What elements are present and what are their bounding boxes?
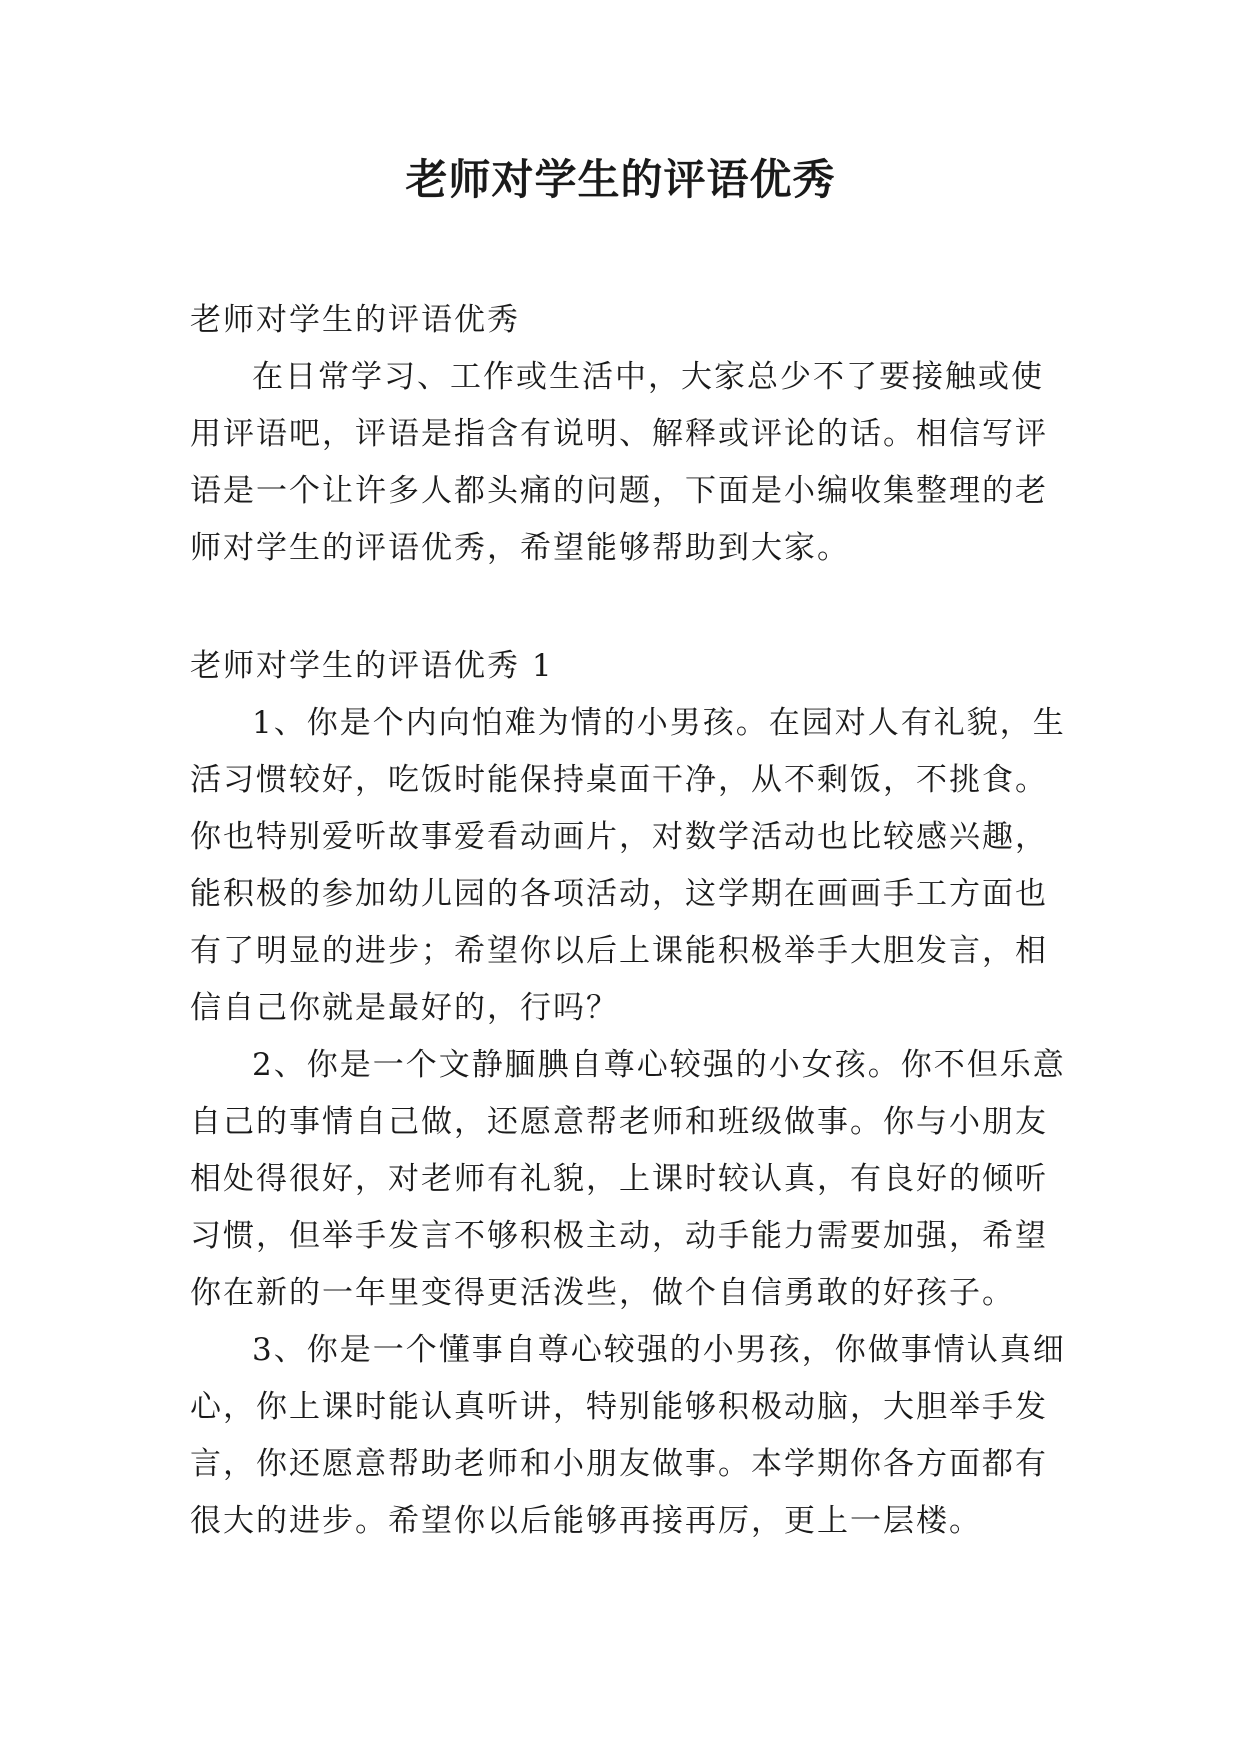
section-1 bbox=[190, 638, 1070, 1550]
comment-paragraph-3: 3、你是一个懂事自尊心较强的小男孩，你做事情认真细心，你上课时能认真听讲，特别能够积极动脑，大胆举手发言，你还愿意帮助老师和小朋友做事。本学期你各方面都有很大的进步。希望你以后能够再接再厉，更上一层楼。 bbox=[190, 1332, 1066, 1539]
comment-paragraph-2: 2、你是一个文静腼腆自尊心较强的小女孩。你不但乐意自己的事情自己做，还愿意帮老师和班级做事。你与小朋友相处得很好，对老师有礼貌，上课时较认真，有良好的倾听习惯，但举手发言不够积极主动，动手能力需要加强，希望你在新的一年里变得更活泼些，做个自信勇敢的好孩子。 bbox=[190, 1047, 1066, 1311]
document-title: 老师对学生的评语优秀 bbox=[405, 155, 836, 204]
comment-paragraph-1: 1、你是个内向怕难为情的小男孩。在园对人有礼貌，生活习惯较好，吃饭时能保持桌面干净，从不剩饭，不挑食。你也特别爱听故事爱看动画片，对数学活动也比较感兴趣，能积极的参加幼儿园的各项活动，这学期在画画手工方面也有了明显的进步；希望你以后上课能积极举手大胆发言，相信自己你就是最好的，行吗？ bbox=[190, 705, 1066, 1026]
intro-block bbox=[190, 292, 1070, 577]
section-1-heading: 老师对学生的评语优秀 1 bbox=[190, 648, 554, 684]
document-subtitle: 老师对学生的评语优秀 bbox=[190, 302, 520, 338]
intro-paragraph: 在日常学习、工作或生活中，大家总少不了要接触或使用评语吧，评语是指含有说明、解释或评论的话。相信写评语是一个让许多人都头痛的问题，下面是小编收集整理的老师对学生的评语优秀，希望能够帮助到大家。 bbox=[190, 359, 1048, 566]
